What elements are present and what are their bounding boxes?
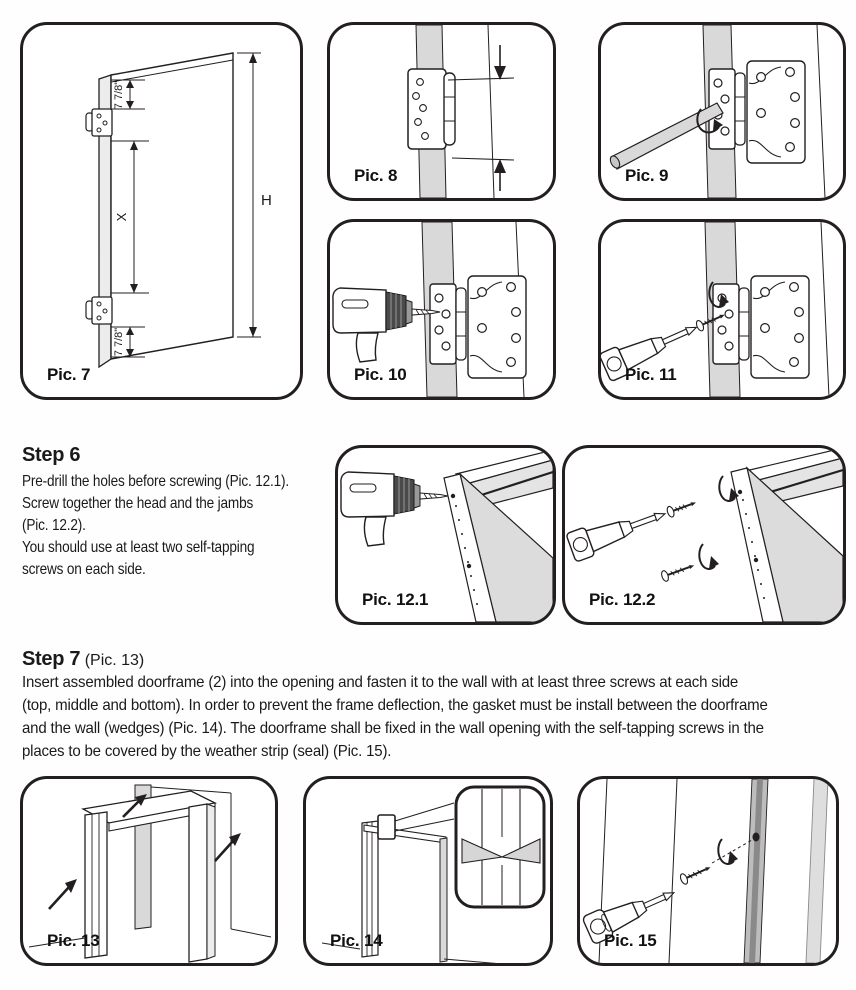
panel-label: Pic. 7 <box>47 365 91 384</box>
drill-icon <box>341 472 448 546</box>
step7-line: places to be covered by the weather strip (seal) (Pic. 15). <box>22 743 392 760</box>
insert-arrow-icon <box>215 833 241 861</box>
panel-label: Pic. 13 <box>47 931 100 950</box>
panel-pic15 <box>577 776 839 966</box>
panel-label: Pic. 12.1 <box>362 590 429 609</box>
door-dimension-diagram <box>23 25 300 397</box>
rotation-arrow-icon <box>699 544 719 569</box>
hinge-icon <box>408 69 455 149</box>
step7-line: and the wall (wedges) (Pic. 14). The doorframe shall be fixed in the wall opening with the self-tapping screws in the <box>22 720 764 737</box>
panel-label: Pic. 14 <box>330 931 383 950</box>
panel-label: Pic. 10 <box>354 365 407 384</box>
insert-arrow-icon <box>49 879 77 909</box>
hinge-icon <box>709 61 805 163</box>
screwdriver-icon <box>566 488 701 562</box>
panel-pic12-1 <box>335 445 556 625</box>
rotation-arrow-icon <box>718 839 738 864</box>
panel-pic14 <box>303 776 553 966</box>
step7-heading-suffix: (Pic. 13) <box>84 652 145 669</box>
step6-line: Pre-drill the holes before screwing (Pic. 12.1). <box>22 473 289 490</box>
screw-icon <box>679 862 713 885</box>
alignment-arrow-top <box>448 45 514 80</box>
step6-line: screws on each side. <box>22 561 146 578</box>
weather-strip-groove <box>744 779 828 963</box>
wedge-detail-inset <box>456 787 544 907</box>
dim-label-bottom: 7 7/8" <box>113 327 125 357</box>
step6-heading: Step 6 <box>22 444 81 466</box>
screw-icon <box>660 560 696 582</box>
hinge-icon <box>430 276 526 378</box>
panel-label: Pic. 15 <box>604 931 657 950</box>
hinge-icon <box>86 109 112 136</box>
step6-line: (Pic. 12.2). <box>22 517 86 534</box>
screw-hole-dot <box>753 833 760 842</box>
panel-pic8 <box>327 22 556 201</box>
panel-pic9 <box>598 22 846 201</box>
dimension-height <box>237 53 272 337</box>
dim-label-top: 7 7/8" <box>113 80 125 110</box>
dim-label-middle: X <box>114 212 129 222</box>
screw-icon <box>666 497 698 518</box>
step6-line: Screw together the head and the jambs <box>22 495 254 512</box>
hinge-icon <box>86 297 112 324</box>
step7-line: Insert assembled doorframe (2) into the opening and fasten it to the wall with at least three screws at each side <box>22 674 739 691</box>
panel-pic13 <box>20 776 278 966</box>
step7-heading: Step 7 <box>22 648 81 670</box>
panel-label: Pic. 8 <box>354 166 398 185</box>
panel-label: Pic. 9 <box>625 166 669 185</box>
dim-label-height: H <box>261 192 272 209</box>
step6-line: You should use at least two self-tapping <box>22 539 255 556</box>
panel-pic10 <box>327 219 556 400</box>
panel-pic7 <box>20 22 303 400</box>
step7-heading-row <box>22 648 846 671</box>
panel-label: Pic. 12.2 <box>589 590 656 609</box>
alignment-arrow-bottom <box>452 158 514 191</box>
panel-pic12-2 <box>562 445 846 625</box>
hinge-icon <box>713 276 809 378</box>
step7-line: (top, middle and bottom). In order to prevent the frame deflection, the gasket must be install between the doorframe <box>22 697 768 714</box>
step6-section <box>22 444 342 581</box>
panel-pic11 <box>598 219 846 400</box>
step7-section <box>22 648 846 763</box>
panel-label: Pic. 11 <box>625 365 677 384</box>
